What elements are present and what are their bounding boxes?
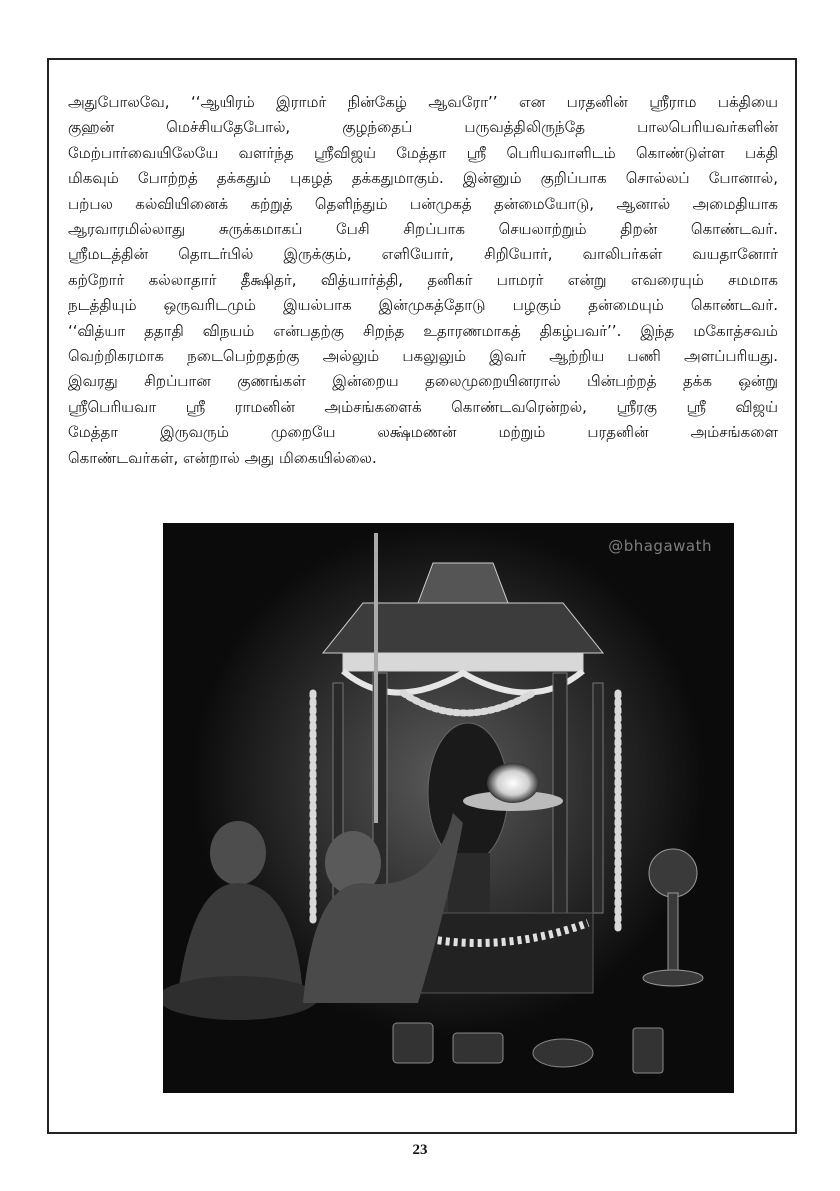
photo-watermark: @bhagawath [608, 537, 712, 555]
paragraph-line: மேத்தா இருவரும் முறையே லக்ஷ்மணன் மற்றும் பரதனின் அம்சங்களை [68, 423, 778, 442]
paragraph-line: கொண்டவர்கள், என்றால் அது மிகையில்லை. [68, 448, 377, 467]
paragraph-line: ஆரவாரமில்லாது சுருக்கமாகப் பேசி சிறப்பாக செயலாற்றும் திறன் கொண்டவர். [68, 220, 778, 239]
paragraph-line: பற்பல கல்வியினைக் கற்றுத் தெளிந்தும் பன்முகத் தன்மையோடு, ஆனால் அமைதியாக [68, 194, 778, 213]
paragraph-line: இவரது சிறப்பான குணங்கள் இன்றைய தலைமுறையினரால் பின்பற்றத் தக்க ஒன்று [68, 372, 778, 391]
paragraph-line: ‘‘வித்யா ததாதி விநயம் என்பதற்கு சிறந்த உதாரணமாகத் திகழ்பவர்’’. இந்த மகோத்சவம் [68, 321, 778, 340]
paragraph-line: கற்றோர் கல்லாதார் தீக்ஷிதர், வித்யார்த்தி, தனிகர் பாமரர் என்று எவரையும் சமமாக [68, 270, 778, 289]
temple-photo-illustration [163, 523, 734, 1093]
paragraph-line: மிகவும் போற்றத் தக்கதும் புகழத் தக்கதுமாகும். இன்னும் குறிப்பாக சொல்லப் போனால், [68, 169, 778, 188]
page-number: 23 [412, 1142, 428, 1158]
paragraph-line: ஸ்ரீமடத்தின் தொடர்பில் இருக்கும், எளியோர், சிறியோர், வாலிபர்கள் வயதானோர் [68, 245, 778, 264]
temple-photo [163, 523, 734, 1093]
paragraph-line: மேற்பார்வையிலேயே வளர்ந்த ஸ்ரீவிஜய் மேத்தா ஸ்ரீ பெரியவாளிடம் கொண்டுள்ள பக்தி [68, 143, 778, 162]
paragraph-line: நடத்தியும் ஒருவரிடமும் இயல்பாக இன்முகத்தோடு பழகும் தன்மையும் கொண்டவர். [68, 296, 778, 315]
body-paragraph [68, 90, 778, 471]
paragraph-line: குஹன் மெச்சியதேபோல், குழந்தைப் பருவத்திலிருந்தே பாலபெரியவர்களின் [68, 118, 778, 137]
paragraph-line: ஸ்ரீபெரியவா ஸ்ரீ ராமனின் அம்சங்களைக் கொண்டவரென்றல், ஸ்ரீரகு ஸ்ரீ விஜய் [68, 397, 778, 416]
paragraph-line: வெற்றிகரமாக நடைபெற்றதற்கு அல்லும் பகலுலும் இவர் ஆற்றிய பணி அளப்பரியது. [68, 347, 778, 366]
paragraph-line: அதுபோலவே, ‘‘ஆயிரம் இராமர் நின்கேழ் ஆவரோ’’ என பரதனின் ஸ்ரீராம பக்தியை [68, 93, 778, 111]
